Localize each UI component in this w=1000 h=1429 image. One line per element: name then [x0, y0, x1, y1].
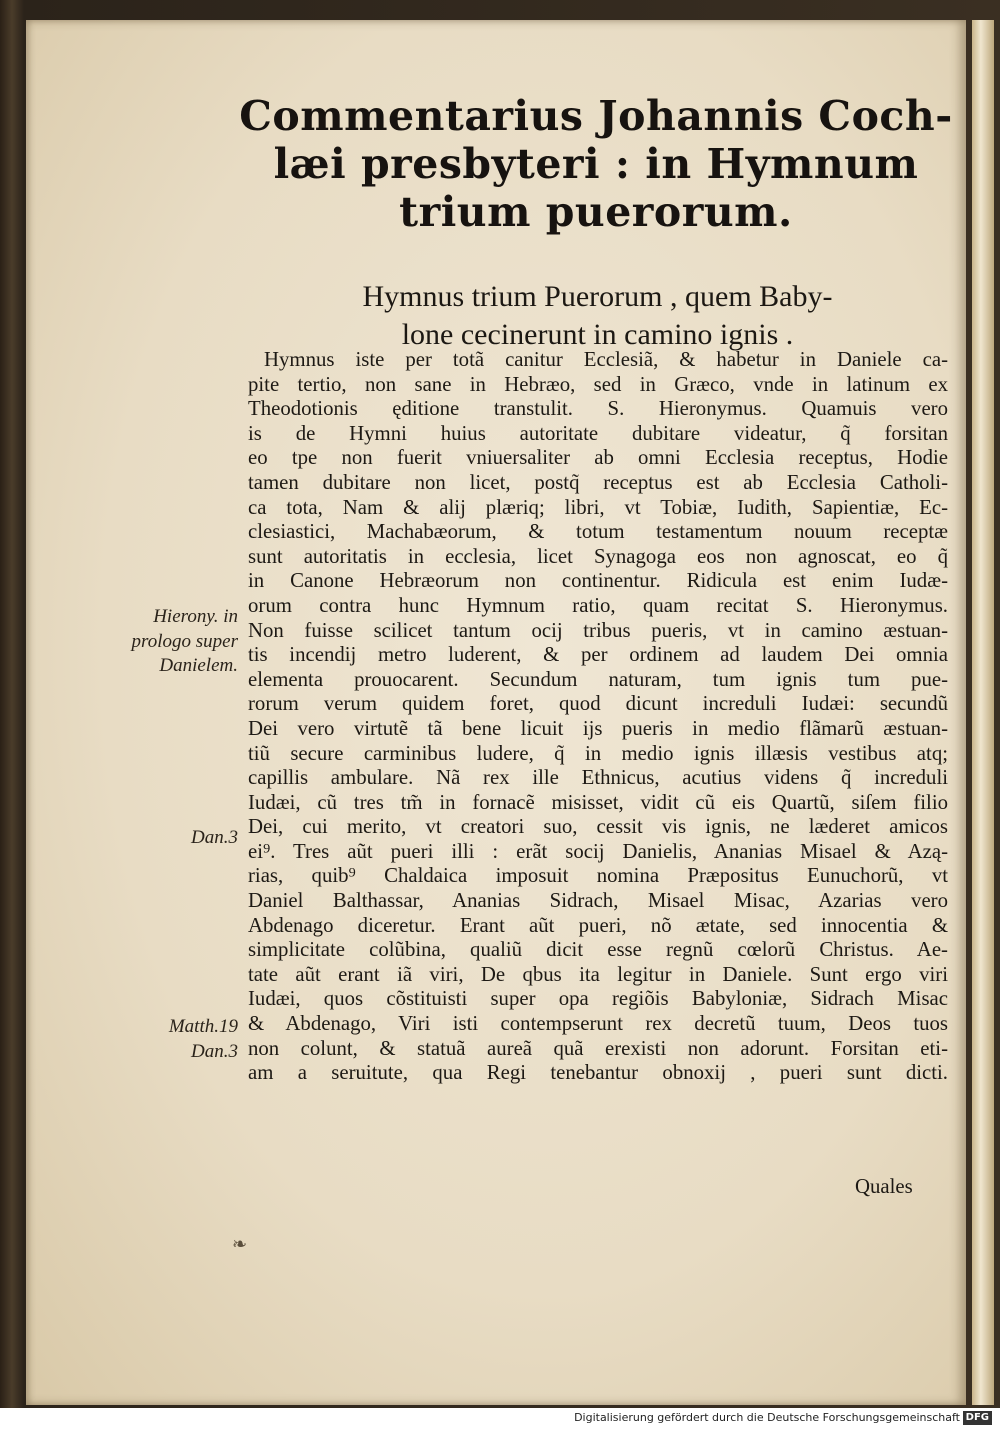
- marginal-note-line: Matth.19: [168, 1016, 238, 1037]
- body-line: Iudæi, quos cõstituisti super opa regiõis Babyloniæ, Sidrach Misac: [248, 987, 948, 1011]
- body-line: Iudæi, cũ tres tm̃ in fornacẽ misisset, vidit cũ eis Quartũ, siſem filio: [248, 790, 948, 814]
- body-line: Dei, cui merito, vt creatori suo, cessit vis ignis, ne læderet amicos: [248, 815, 948, 839]
- page-title: [236, 92, 956, 236]
- body-line: tis incendij metro luderent, & per ordinem ad laudem Dei omnia: [248, 643, 948, 667]
- body-line: is de Hymni huius autoritate dubitare videatur, q̃ forsitan: [248, 421, 948, 445]
- body-line: ca tota, Nam & alij plæriq; libri, vt Tobiæ, Iudith, Sapientiæ, Ec-: [248, 495, 948, 519]
- catchword: Quales: [855, 1175, 913, 1198]
- body-line: ei⁹. Tres aũt pueri illi : erãt socij Danielis, Ananias Misael & Azą-: [248, 839, 948, 863]
- body-line: sunt autoritatis in ecclesia, licet Synagoga eos non agnoscat, eo q̃: [248, 544, 948, 568]
- body-line: orum contra hunc Hymnum ratio, quam recitat S. Hieronymus.: [248, 593, 948, 617]
- body-line: non colunt, & statuã aureã quã erexisti non adorunt. Forsitan eti-: [248, 1036, 948, 1060]
- marginal-note: [108, 605, 238, 679]
- marginal-note-line: Danielem.: [159, 655, 238, 677]
- body-line: Dei vero virtutẽ tã bene licuit ijs pueris in medio flãmarũ æstuan-: [248, 716, 948, 740]
- body-line: elementa prouocarent. Secundum naturam, tum ignis tum pue-: [248, 667, 948, 691]
- body-line: Hymnus iste per totã canitur Ecclesiã, & habetur in Daniele ca-: [264, 348, 948, 371]
- body-line: in Canone Hebræorum non continentur. Ridicula est enim Iudæ-: [248, 569, 948, 593]
- footer-bar: [0, 1408, 1000, 1429]
- page-edge: [972, 20, 994, 1405]
- body-line: tate aũt erant iã viri, De qbus ita legitur in Daniele. Sunt ergo viri: [248, 962, 948, 986]
- body-line: tiũ secure carminibus ludere, q̃ in medio ignis illæsis vestibus atq;: [248, 741, 948, 765]
- marginal-note-line: prologo super: [131, 630, 238, 652]
- body-line: Theodotionis ęditione transtulit. S. Hieronymus. Quamuis vero: [248, 397, 948, 421]
- body-line: rias, quib⁹ Chaldaica imposuit nomina Præpositus Eunuchorũ, vt: [248, 864, 948, 888]
- body-line: capillis ambulare. Nã rex ille Ethnicus, acutius videns q̃ increduli: [248, 766, 948, 790]
- marginal-note-line: Hierony. in: [153, 606, 238, 627]
- body-line: Daniel Balthassar, Ananias Sidrach, Misael Misac, Azarias vero: [248, 889, 948, 913]
- heading-line: Hymnus trium Puerorum , quem Baby-: [362, 280, 833, 313]
- body-line: tamen dubitare non licet, postq̃ receptus est ab Ecclesia Catholi-: [248, 470, 948, 494]
- body-text: [248, 348, 948, 1086]
- body-line: & Abdenago, Viri isti contempserunt rex decretũ tuum, Deos tuos: [248, 1012, 948, 1036]
- ornament-icon: ❧: [232, 1234, 248, 1254]
- body-line: rorum verum quidem foret, quod dicunt increduli Iudæi: secundũ: [248, 692, 948, 716]
- dfg-logo: DFG: [963, 1411, 992, 1425]
- body-line: pite tertio, non sane in Hebræo, sed in Græco, vnde in latinum ex: [248, 372, 948, 396]
- body-line: Non fuisse scilicet tantum ocij tribus pueris, vt in camino æstuan-: [248, 618, 948, 642]
- title-line: læi presbyteri : in Hymnum: [273, 140, 919, 188]
- footer-credit: Digitalisierung gefördert durch die Deutsche Forschungsgemeinschaft: [574, 1411, 960, 1424]
- body-line: am a seruitute, qua Regi tenebantur obnoxij , pueri sunt dicti.: [248, 1061, 948, 1085]
- marginal-note: [108, 826, 238, 851]
- hymn-heading: [240, 278, 955, 354]
- body-line: eo tpe non fuerit vniuersaliter ab omni Ecclesia receptus, Hodie: [248, 446, 948, 470]
- title-line: trium puerorum.: [399, 188, 793, 236]
- body-line: clesiastici, Machabæorum, & totum testamentum nouum receptæ: [248, 520, 948, 544]
- marginal-note-line: Dan.3: [191, 827, 238, 848]
- marginal-note-line: Dan.3: [191, 1040, 238, 1062]
- title-line: Commentarius Johannis Coch-: [239, 92, 953, 140]
- body-line: Abdenago diceretur. Erant aũt pueri, nõ ætate, sed innocentia &: [248, 913, 948, 937]
- heading-line: lone cecinerunt in camino ignis .: [401, 318, 794, 351]
- body-line: simplicitate colũbina, qualiũ dicit esse regnũ cœlorũ Christus. Ae-: [248, 938, 948, 962]
- marginal-note: [108, 1015, 238, 1064]
